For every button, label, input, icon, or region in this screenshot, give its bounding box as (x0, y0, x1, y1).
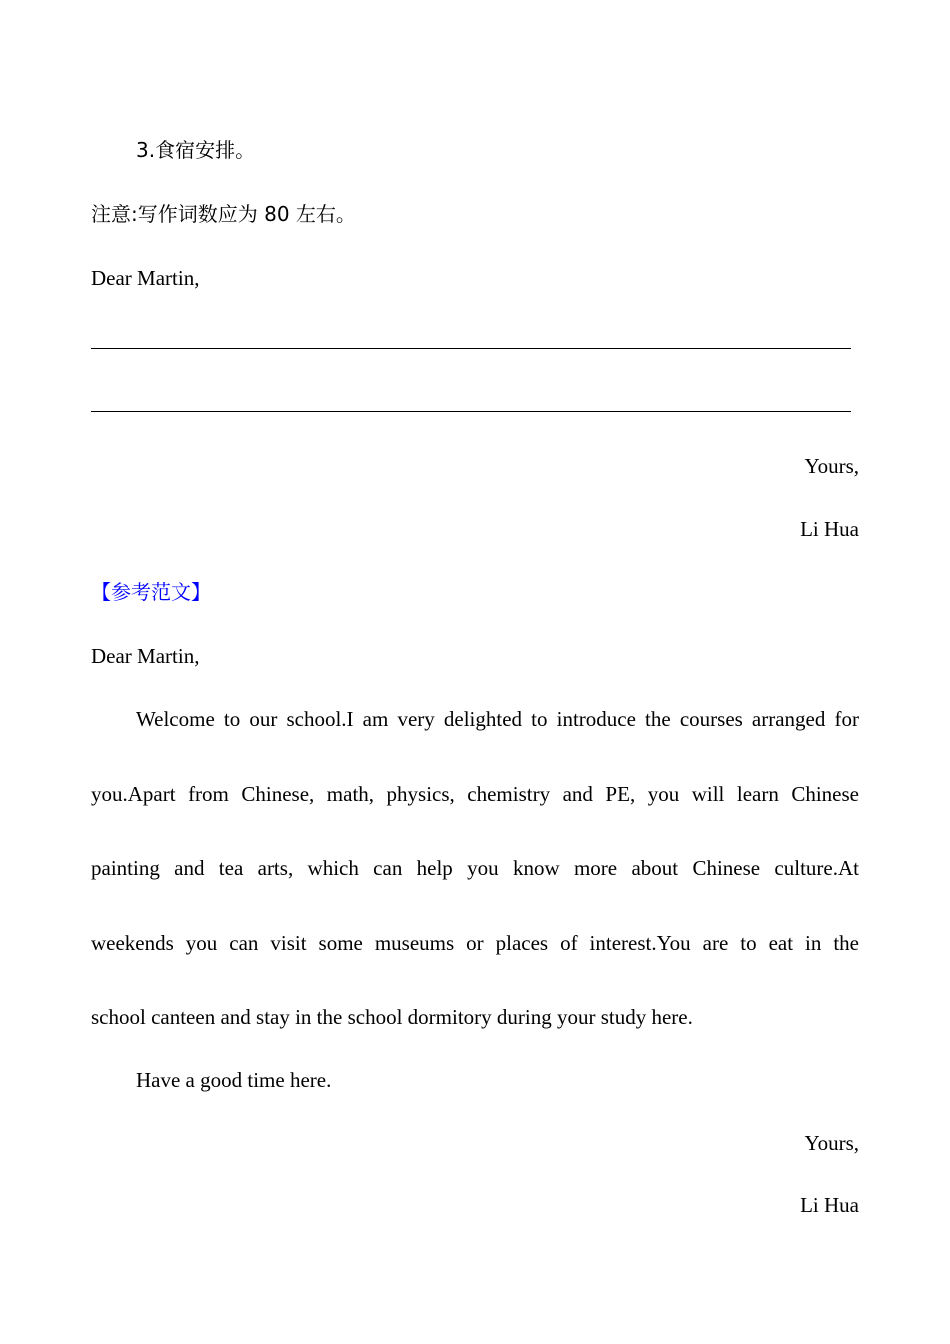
sample-body-line-1: Welcome to our school.I am very delighted to introduce the courses arranged for (136, 707, 859, 731)
writing-blank-line-1 (91, 348, 851, 349)
sample-signature: Li Hua (800, 1193, 859, 1217)
sample-body-line-2: you.Apart from Chinese, math, physics, chemistry and PE, you will learn Chinese (91, 782, 859, 806)
sample-essay-heading: 【参考范文】 (91, 580, 211, 604)
word-count-note: 注意:写作词数应为 80 左右。 (91, 202, 356, 226)
task-signature: Li Hua (800, 517, 859, 541)
task-closing: Yours, (804, 454, 859, 478)
task-item-3: 3.食宿安排。 (136, 138, 256, 162)
sample-body-line-5: school canteen and stay in the school dormitory during your study here. (91, 1005, 693, 1029)
sample-last-paragraph: Have a good time here. (136, 1068, 332, 1092)
sample-greeting: Dear Martin, (91, 644, 200, 668)
sample-body-line-3: painting and tea arts, which can help you know more about Chinese culture.At (91, 856, 859, 880)
sample-closing: Yours, (804, 1131, 859, 1155)
sample-body-line-4: weekends you can visit some museums or places of interest.You are to eat in the (91, 931, 859, 955)
task-greeting: Dear Martin, (91, 266, 200, 290)
writing-blank-line-2 (91, 411, 851, 412)
